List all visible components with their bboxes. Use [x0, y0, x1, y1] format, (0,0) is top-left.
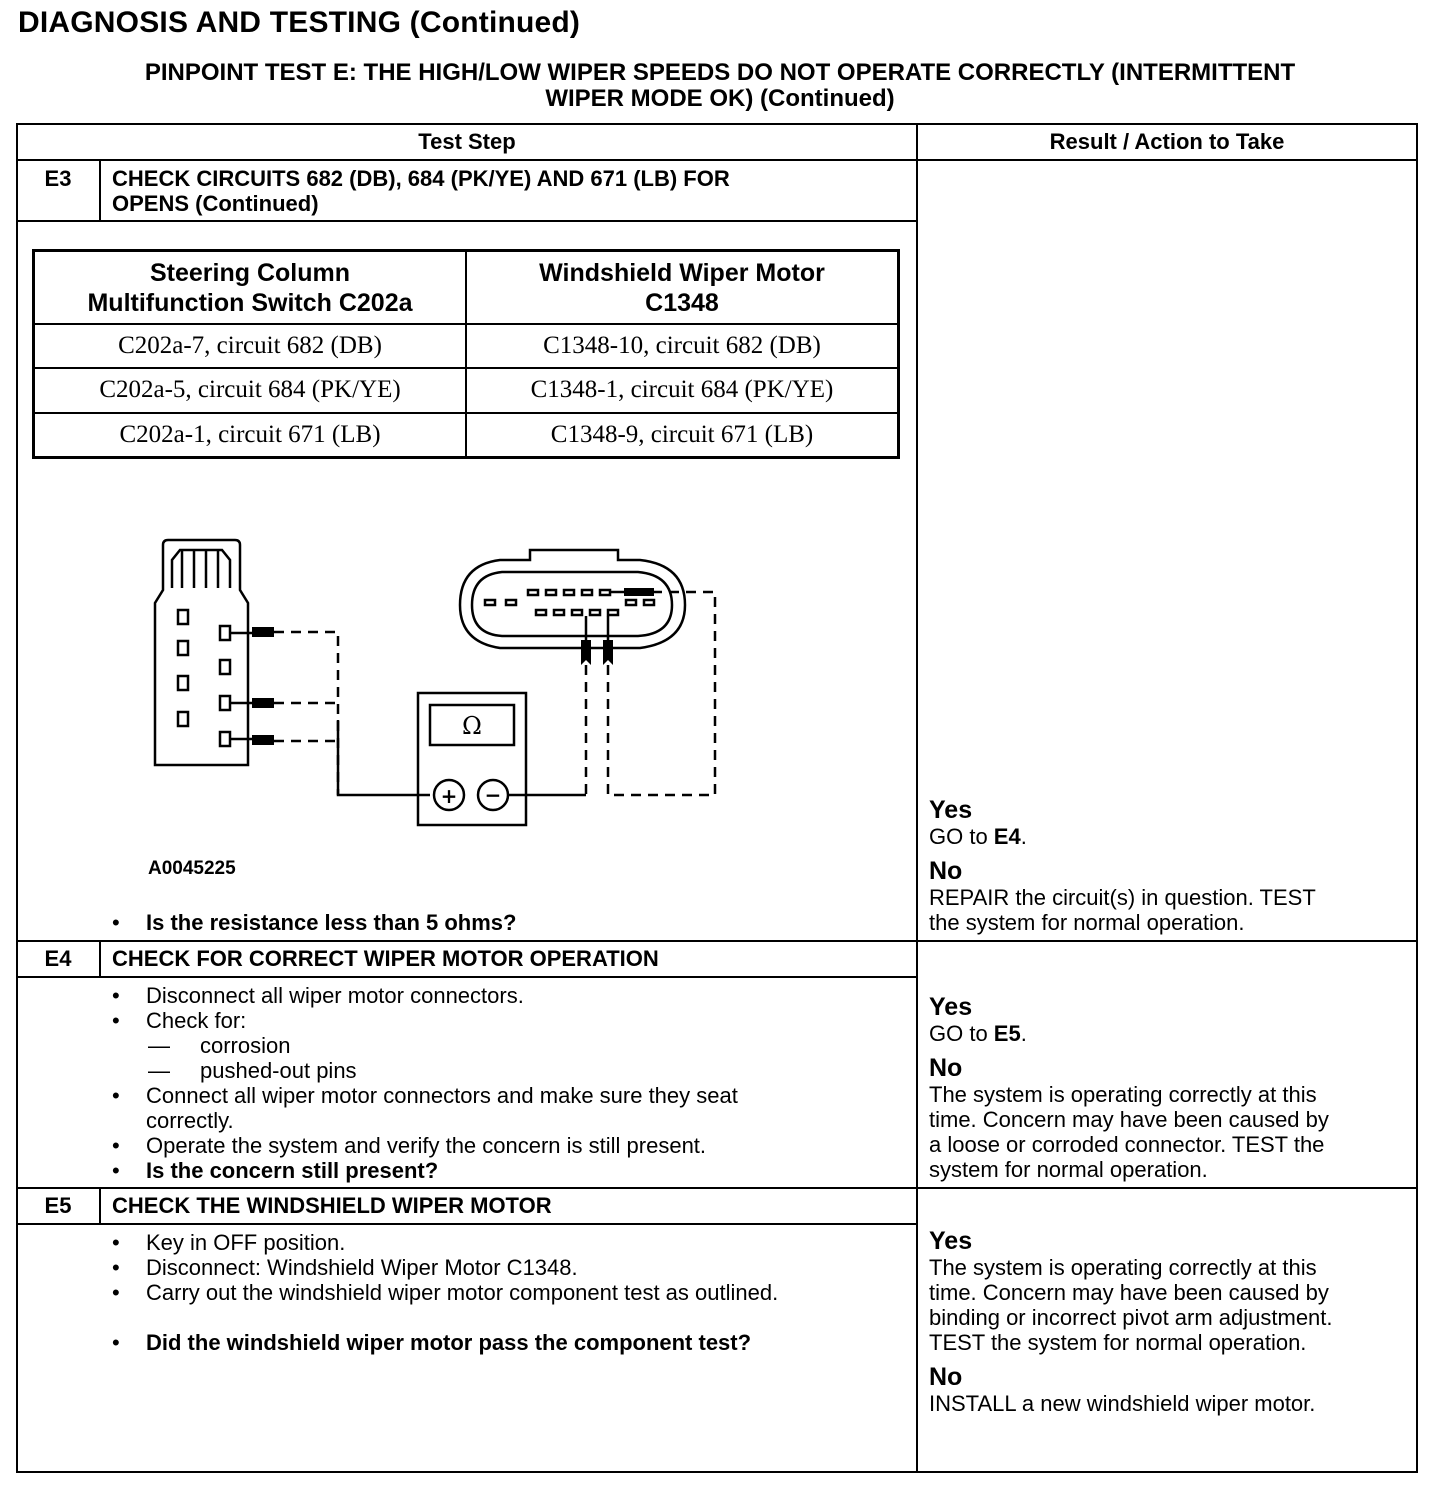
switch-connector-c202a [155, 540, 248, 765]
e3-yes-action-text: GO to [929, 824, 994, 849]
e4-no-line2: time. Concern may have been caused by [929, 1107, 1329, 1132]
page-title: DIAGNOSIS AND TESTING (Continued) [18, 6, 581, 39]
e4-bullet-text: Connect all wiper motor connectors and make sure they seat [146, 1083, 738, 1108]
step-id-e3: E3 [44, 166, 72, 191]
e5-yes-line4: TEST the system for normal operation. [929, 1330, 1307, 1355]
e5-bullet-text: Carry out the windshield wiper motor component test as outlined. [146, 1280, 779, 1305]
circuit-table-row-rule [35, 412, 897, 414]
bullet-glyph: • [112, 1133, 120, 1158]
bullet-glyph: • [112, 1280, 120, 1305]
e5-bullet-text: Disconnect: Windshield Wiper Motor C1348. [146, 1255, 578, 1280]
probe-tip [581, 640, 591, 665]
e3-yes-label: Yes [929, 796, 973, 824]
step-title-e3-line2: OPENS (Continued) [112, 191, 319, 216]
e4-yes-action-text: GO to [929, 1021, 994, 1046]
bullet-glyph: • [112, 1255, 120, 1280]
e5-no-line1: INSTALL a new windshield wiper motor. [929, 1391, 1316, 1416]
e4-bullet-text: correctly. [146, 1108, 234, 1133]
circuit-table-head-left-line2: Multifunction Switch C202a [87, 289, 413, 317]
e3-no-action [929, 885, 1316, 935]
plus-symbol: + [440, 784, 458, 808]
circuit-table-head-left [35, 258, 465, 318]
step-id-e4: E4 [44, 946, 72, 971]
motor-connector-inner [472, 572, 672, 636]
e5-yes-line3: binding or incorrect pivot arm adjustment. [929, 1305, 1333, 1330]
e5-yes-line2: time. Concern may have been caused by [929, 1280, 1329, 1305]
e3-yes-step-ref: E4 [993, 824, 1021, 849]
step-title-e3-line1: CHECK CIRCUITS 682 (DB), 684 (PK/YE) AND 671 (LB) FOR [112, 166, 730, 191]
switch-pin [220, 660, 230, 674]
e3-no-line1: REPAIR the circuit(s) in question. TEST [929, 885, 1316, 910]
e4-yes-action [929, 1021, 1027, 1046]
switch-connector-latch [172, 550, 230, 588]
e4-no-label: No [929, 1054, 963, 1082]
e3-bottom-rule [16, 940, 1418, 942]
e4-yes-action-end: . [1020, 1021, 1027, 1046]
circuit-table-row-rule [35, 367, 897, 369]
e4-bullet-text: Operate the system and verify the concern is still present. [146, 1133, 707, 1158]
switch-pin [220, 732, 230, 746]
e5-no-action [929, 1391, 1315, 1416]
probe-tip [624, 588, 654, 596]
switch-pin [220, 696, 230, 710]
switch-pin [178, 641, 188, 655]
pinpoint-test-title-line1: PINPOINT TEST E: THE HIGH/LOW WIPER SPEEDS DO NOT OPERATE CORRECTLY (INTERMITTENT [144, 59, 1296, 86]
circuit-table-cell: C202a-1, circuit 671 (LB) [119, 421, 381, 448]
e4-bullet-text: Check for: [146, 1008, 247, 1033]
e4-question-text: Is the concern still present? [146, 1158, 439, 1183]
e4-no-action [929, 1082, 1329, 1182]
e5-no-label: No [929, 1363, 963, 1391]
column-divider [916, 123, 918, 1473]
step-title-e5: CHECK THE WINDSHIELD WIPER MOTOR [112, 1193, 552, 1218]
step-title-e4: CHECK FOR CORRECT WIPER MOTOR OPERATION [112, 946, 659, 971]
switch-pin [220, 626, 230, 640]
e3-title-rule [16, 220, 918, 222]
e5-bullet-text: Key in OFF position. [146, 1230, 346, 1255]
circuit-table-cell: C202a-5, circuit 684 (PK/YE) [99, 376, 401, 403]
bullet-glyph: • [112, 1158, 120, 1183]
e3-question-text: Is the resistance less than 5 ohms? [146, 910, 517, 935]
circuit-table-cell: C1348-10, circuit 682 (DB) [543, 332, 821, 359]
circuit-table-head-right [467, 258, 897, 318]
circuit-table-head-right-line1: Windshield Wiper Motor [539, 259, 825, 287]
e4-no-line3: a loose or corroded connector. TEST the [929, 1132, 1325, 1157]
e4-yes-label: Yes [929, 993, 973, 1021]
e3-yes-action-end: . [1020, 824, 1027, 849]
header-rule [16, 159, 1418, 161]
bullet-glyph: • [112, 1230, 120, 1255]
probe-tip [252, 698, 274, 708]
e4-sub-item-text: corrosion [200, 1033, 291, 1058]
minus-symbol: − [484, 783, 502, 807]
e5-title-rule [16, 1223, 918, 1225]
e5-yes-line1: The system is operating correctly at this [929, 1255, 1317, 1280]
e3-no-label: No [929, 857, 963, 885]
e4-bullet-text: Disconnect all wiper motor connectors. [146, 983, 524, 1008]
e4-title-rule [16, 976, 918, 978]
probe-tip [603, 640, 613, 665]
circuit-table-head-rule [35, 323, 897, 325]
dash-glyph: — [148, 1058, 170, 1083]
e5-yes-action [929, 1255, 1333, 1355]
switch-pin [178, 610, 188, 624]
bullet-glyph: • [112, 1083, 120, 1108]
e4-yes-step-ref: E5 [993, 1021, 1021, 1046]
bullet-glyph: • [112, 1008, 120, 1033]
step-title-e3 [112, 166, 730, 216]
e3-no-line2: the system for normal operation. [929, 910, 1245, 935]
dashed-lead [608, 592, 715, 795]
column-header-result: Result / Action to Take [1049, 129, 1285, 154]
circuit-table-cell: C202a-7, circuit 682 (DB) [118, 332, 382, 359]
pinpoint-test-title-line2: WIPER MODE OK) (Continued) [545, 85, 895, 112]
step-id-e5: E5 [44, 1193, 72, 1218]
e4-bottom-rule [16, 1187, 1418, 1189]
circuit-table-head-right-line2: C1348 [645, 289, 719, 317]
probe-tip [252, 735, 274, 745]
e4-no-line4: system for normal operation. [929, 1157, 1208, 1182]
circuit-table-cell: C1348-1, circuit 684 (PK/YE) [530, 376, 834, 403]
ohm-symbol: Ω [462, 712, 482, 740]
bullet-glyph: • [112, 983, 120, 1008]
e5-yes-label: Yes [929, 1227, 973, 1255]
dash-glyph: — [148, 1033, 170, 1058]
figure-id: A0045225 [148, 858, 236, 879]
circuit-table [32, 249, 900, 459]
e4-no-line1: The system is operating correctly at this [929, 1082, 1317, 1107]
positive-lead [338, 720, 430, 795]
bullet-glyph: • [112, 1330, 120, 1355]
switch-pin [178, 676, 188, 690]
e3-yes-action [929, 824, 1027, 849]
bullet-glyph: • [112, 910, 120, 935]
probe-tip [252, 627, 274, 637]
dashed-lead [274, 632, 338, 795]
e4-sub-item-text: pushed-out pins [200, 1058, 357, 1083]
ohmmeter-wiring-diagram [140, 530, 740, 830]
column-header-test-step: Test Step [418, 129, 516, 154]
circuit-table-head-left-line1: Steering Column [149, 259, 350, 287]
switch-pin [178, 712, 188, 726]
e5-question-text: Did the windshield wiper motor pass the component test? [146, 1330, 752, 1355]
circuit-table-cell: C1348-9, circuit 671 (LB) [550, 421, 814, 448]
